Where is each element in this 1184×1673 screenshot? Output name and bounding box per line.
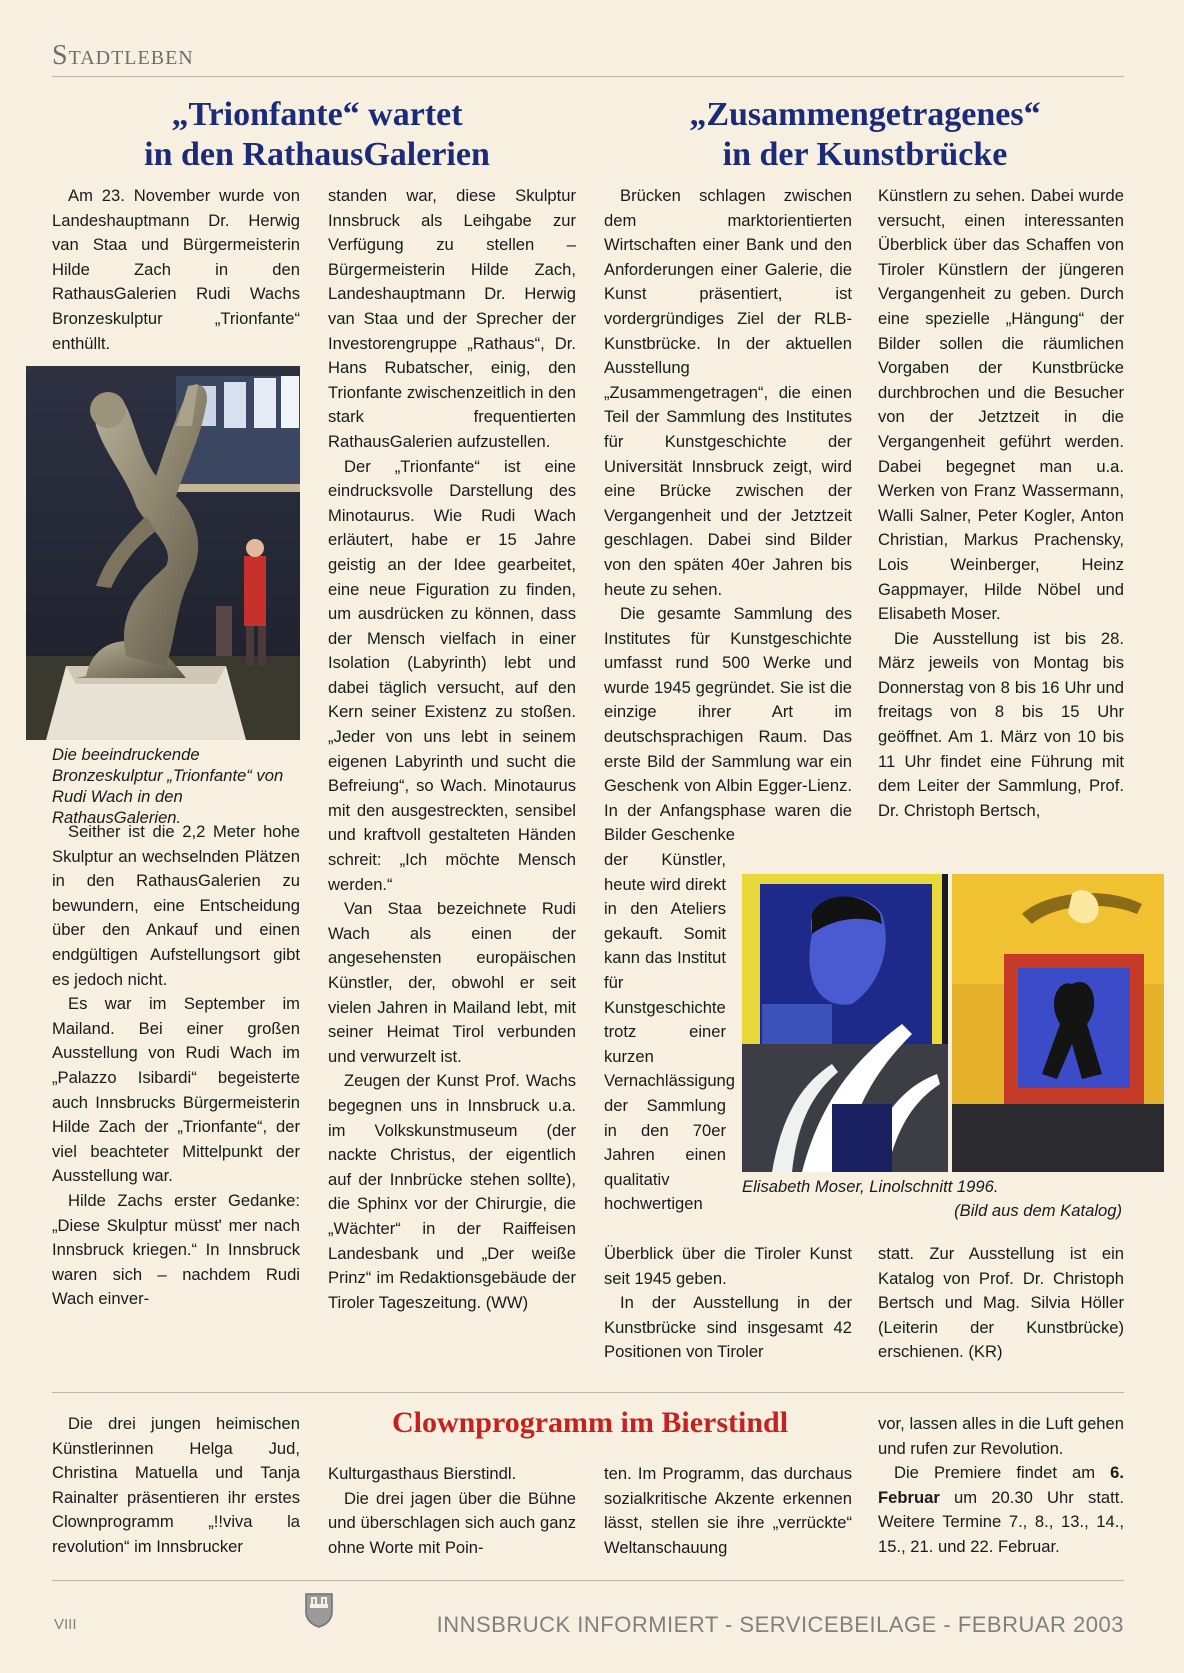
article1-headline-line2: in den RathausGalerien (144, 136, 490, 173)
footer-rule (52, 1580, 1124, 1581)
article1-paragraph-3: Es war im September im Mailand. Bei einer großen Ausstellung von Rudi Wach im „Palazzo Isibardi“ begeisterte auch Innsbrucks Bürgermeisterin Hilde Zach der „Trionfante“, der viel beachteter Mittelpunkt der Ausstellung war. (52, 994, 300, 1186)
premiere-text-a: Die Premiere findet am (894, 1463, 1111, 1483)
article1-headline-line1: „Trionfante“ wartet (171, 96, 463, 133)
city-crest-icon (304, 1592, 334, 1628)
article2-headline (600, 95, 1130, 175)
header-rule (52, 76, 1124, 77)
article2-headline-line1: „Zusammengetragenes“ (689, 96, 1041, 133)
clown-headline: Clownprogramm im Bierstindl (391, 1406, 789, 1439)
linocut-caption-line2: (Bild aus dem Katalog) (954, 1201, 1122, 1220)
article1-col2-paragraph-1: standen war, diese Skulptur Innsbruck als Leihgabe zur Verfügung zu stellen – Bürgermeisterin Hilde Zach, Landeshauptmann Dr. Herwig van Staa und der Sprecher der Investorengruppe „Rathaus“, Dr. Hans Rubatscher, einig, den Trionfante zwischenzeitlich in den stark frequentierten RathausGalerien aufzustellen. (328, 186, 576, 451)
article2-col4-paragraph-3: statt. Zur Ausstellung ist ein Katalog von Prof. Dr. Christoph Bertsch und Mag. Silvia Höller (Leiterin der Kunstbrücke) erschienen. (KR) (878, 1244, 1124, 1362)
article2-paragraph-2: Die gesamte Sammlung des Institutes für Kunstgeschichte umfasst rund 500 Werke und wurde 1945 gegründet. Sie ist die einzige ihrer Art im deutschsprachigen Raum. Das erste Bild der Sammlung war ein Geschenk von Albin Egger-Lienz. In der Anfangsphase waren die Bilder Geschenke (604, 604, 852, 845)
clown-col4 (878, 1412, 1124, 1560)
clown-col2 (328, 1462, 576, 1560)
article2-col3-bottom (604, 1242, 852, 1365)
sculpture-photo-drawing (26, 366, 300, 740)
article1-col2 (328, 184, 576, 1315)
clown-paragraph-2: Die drei jagen über die Bühne und überschlagen sich auch ganz ohne Worte mit Poin- (328, 1488, 576, 1557)
clown-col3 (604, 1462, 852, 1560)
article2-headline-line2: in der Kunstbrücke (722, 136, 1008, 173)
clown-col2-line1: Kulturgasthaus Bierstindl. (328, 1464, 517, 1483)
clown-col3-text: ten. Im Programm, das durchaus sozialkritische Akzente erkennen lässt, stellen sie ihre „verrückte“ Weltanschauung (604, 1464, 852, 1557)
publication-footer: INNSBRUCK INFORMIERT - SERVICEBEILAGE - FEBRUAR 2003 (436, 1612, 1124, 1637)
article2-col4-paragraph-2: Die Ausstellung ist bis 28. März jeweils von Montag bis Donnerstag von 8 bis 16 Uhr und freitags von 8 bis 15 Uhr geöffnet. Am 1. März von 10 bis 11 Uhr findet eine Führung mit dem Leiter der Sammlung, Prof. Dr. Christoph Bertsch, (878, 628, 1124, 820)
clown-paragraph-1: Die drei jungen heimischen Künstlerinnen Helga Jud, Christina Matuella und Tanja Rainalter präsentieren ihr erstes Clownprogramm „!!viva la revolution“ im Innsbrucker (52, 1414, 300, 1556)
page-number: VIII (54, 1616, 77, 1633)
article1-lead-paragraph: Am 23. November wurde von Landeshauptmann Dr. Herwig van Staa und Bürgermeisterin Hilde Zach in den RathausGalerien Rudi Wachs Bronzeskulptur „Trionfante“ enthüllt. (52, 186, 300, 353)
article2-col3-narrow (604, 848, 735, 1217)
article2-paragraph-1: Brücken schlagen zwischen dem marktorientierten Wirtschaften einer Bank und den Anforderungen einer Galerie, die Kunst präsentiert, ist vordergründiges Ziel der RLB-Kunstbrücke. In der aktuellen Ausstellung „Zusammengetragen“, die einen Teil der Sammlung des Institutes für Kunstgeschichte der Universität Innsbruck zeigt, wird eine Brücke zwischen der Vergangenheit und der Jetztzeit geschlagen. Dabei sind Bilder von den späten 40er Jahren bis heute zu sehen. (604, 186, 852, 599)
linocut-drawing (742, 874, 1164, 1172)
sculpture-photo (26, 366, 300, 740)
section-label: Stadtleben (52, 40, 194, 71)
premiere-text-c: um 20.30 Uhr statt. Weitere Termine 7., 8., 13., 14., 15., 21. und 22. Februar. (878, 1487, 1124, 1556)
clown-col1 (52, 1412, 300, 1560)
article1-col2-paragraph-3: Van Staa bezeichnete Rudi Wach als einen der angesehensten europäischen Künstler, der, obwohl er seit vielen Jahren in Mailand lebt, mit seiner Heimat Tirol verbunden und verwurzelt ist. (328, 899, 576, 1066)
article1-paragraph-4: Hilde Zachs erster Gedanke: „Diese Skulptur müsst' mer nach Innsbruck kriegen.“ In Innsbruck waren sich – nachdem Rudi Wach einver- (52, 1190, 300, 1309)
article-divider (52, 1392, 1124, 1393)
article2-paragraph-3: In der Ausstellung in der Kunstbrücke sind insgesamt 42 Positionen von Tiroler (604, 1293, 852, 1362)
article1-col1-bottom (52, 820, 300, 1312)
article1-col2-paragraph-2: Der „Trionfante“ ist eine eindrucksvolle Darstellung des Minotaurus. Wie Rudi Wach erläutert, habe er 15 Jahre geistig an der Idee gearbeitet, eine neue Figuration zu finden, um ausdrücken zu können, dass der Mensch vielfach in einer Isolation (Labyrinth) lebt und dabei täglich versucht, auf den Kern seiner Existenz zu stoßen. „Jeder von uns lebt in seinem eigenen Labyrinth und sucht die Befreiung“, so Wach. Minotaurus mit den ausgestreckten, sensibel und kraftvoll gestalteten Händen schreit: „Ich möchte Mensch werden.“ (328, 456, 576, 894)
article2-col4-bottom (878, 1242, 1124, 1365)
linocut-caption-line1: Elisabeth Moser, Linolschnitt 1996. (742, 1177, 999, 1196)
sculpture-caption: Die beeindruckende Bronzeskulptur „Trionfante“ von Rudi Wach in den RathausGalerien. (52, 745, 284, 827)
article1-headline (52, 95, 582, 175)
linocut-artwork (742, 874, 1164, 1172)
article1-col1-top (52, 184, 300, 356)
premiere-date: 6. Februar (878, 1463, 1124, 1507)
article1-paragraph-2: Seither ist die 2,2 Meter hohe Skulptur an wechselnden Plätzen in den RathausGalerien zu bewundern, eine Entscheidung über den Ankauf und einen endgültigen Aufstellungsort gibt es jedoch nicht. (52, 822, 300, 989)
article2-col4 (878, 184, 1124, 823)
clown-col4-paragraph-2 (878, 1461, 1124, 1559)
article2-narrow-paragraph: der Künstler, heute wird direkt in den Ateliers gekauft. Somit kann das Institut für Kunstgeschichte trotz einer kurzen Vernachlässigung der Sammlung in den 70er Jahren einen qualitativ hochwertigen (604, 850, 735, 1214)
article2-col3-top (604, 184, 852, 848)
article2-col4-paragraph-1: Künstlern zu sehen. Dabei wurde versucht, einen interessanten Überblick über das Schaffen von Tiroler Künstlern der jüngeren Vergangenheit zu geben. Durch eine spezielle „Hängung“ der Bilder sollen die räumlichen Vorgaben der Kunstbrücke durchbrochen und die Besucher von der Jetztzeit in die Vergangenheit geführt werden. Dabei begegnet man u.a. Werken von Franz Wassermann, Walli Salner, Peter Kogler, Anton Christian, Markus Prachensky, Lois Weinberger, Heinz Gappmayer, Hilde Nöbel und Elisabeth Moser. (878, 186, 1124, 624)
clown-col4-paragraph-1: vor, lassen alles in die Luft gehen und rufen zur Revolution. (878, 1414, 1124, 1458)
crest-drawing (304, 1592, 334, 1628)
article1-col2-paragraph-4: Zeugen der Kunst Prof. Wachs begegnen uns in Innsbruck u.a. im Volkskunstmuseum (der nackte Christus, der eigentlich auf der Innbrücke stehen sollte), die Sphinx vor der Chirurgie, die „Wächter“ in der Raiffeisen Landesbank und „Der weiße Prinz“ im Redaktionsgebäude der Tiroler Tageszeitung. (WW) (328, 1071, 576, 1312)
article2-col3-continuation: Überblick über die Tiroler Kunst seit 1945 geben. (604, 1244, 852, 1288)
